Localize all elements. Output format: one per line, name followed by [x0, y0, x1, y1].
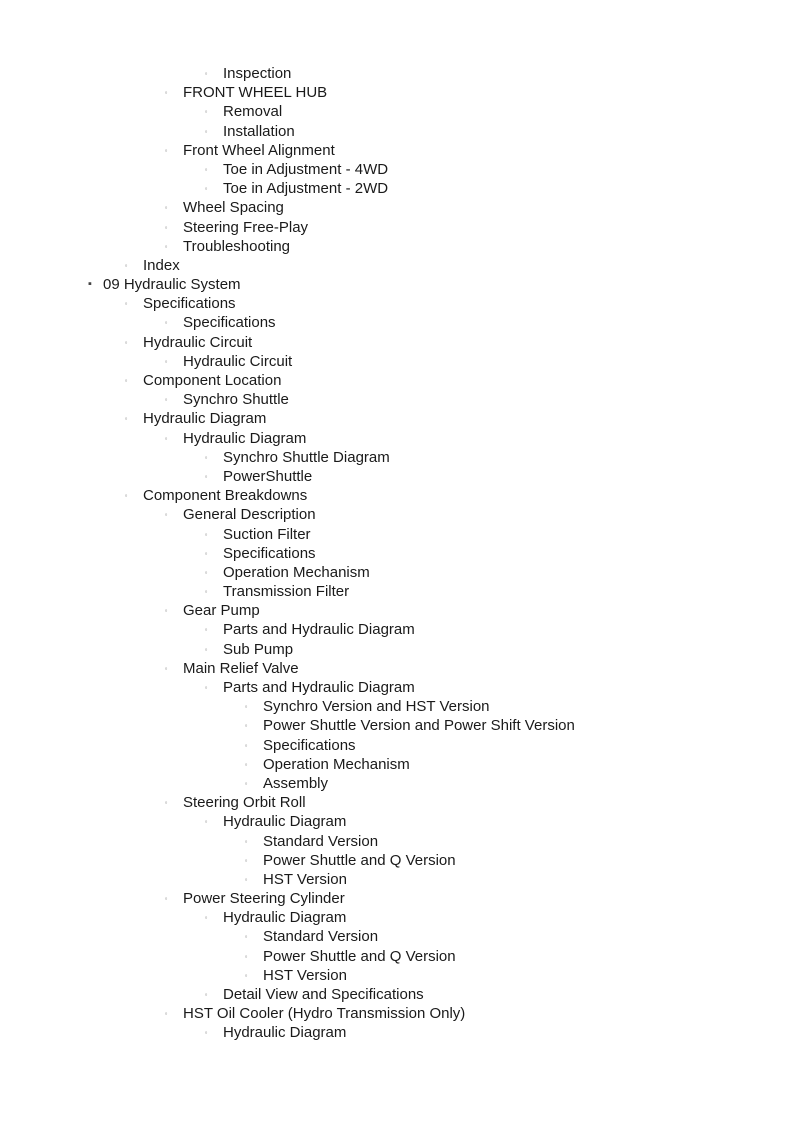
toc-item[interactable]	[0, 870, 794, 889]
toc-item-label: HST Version	[263, 966, 347, 984]
circle-bullet-icon: ◦	[164, 203, 168, 213]
toc-item-label: Component Location	[143, 372, 282, 389]
toc-item-label: Suction Filter	[223, 525, 311, 543]
toc-item-label: Gear Pump	[183, 602, 260, 620]
toc-item[interactable]	[0, 1023, 794, 1042]
toc-item[interactable]	[0, 966, 794, 985]
toc-item-label: Hydraulic Diagram	[223, 1024, 347, 1042]
toc-item-label: Power Shuttle and Q Version	[263, 947, 456, 965]
toc-item-label: Specifications	[143, 295, 236, 313]
circle-bullet-icon: ◦	[204, 164, 208, 174]
toc-item[interactable]	[0, 237, 794, 256]
circle-bullet-icon: ◦	[164, 606, 168, 616]
circle-bullet-icon: ◦	[164, 395, 168, 405]
toc-item-label: Installation	[223, 122, 295, 140]
toc-item[interactable]	[0, 141, 794, 160]
circle-bullet-icon: ◦	[244, 721, 248, 731]
toc-item[interactable]	[0, 832, 794, 851]
toc-item[interactable]	[0, 927, 794, 946]
toc-item-label: Power Shuttle and Q Version	[263, 851, 456, 869]
circle-bullet-icon: ◦	[164, 894, 168, 904]
circle-bullet-icon: ◦	[204, 69, 208, 78]
toc-item[interactable]	[0, 889, 794, 908]
toc-item[interactable]	[0, 774, 794, 793]
toc-item-label: Wheel Spacing	[183, 199, 284, 217]
toc-item[interactable]	[0, 736, 794, 755]
circle-bullet-icon: ◦	[204, 184, 208, 194]
toc-item-label: Operation Mechanism	[223, 563, 370, 581]
toc-item[interactable]	[0, 908, 794, 927]
toc-item[interactable]	[0, 544, 794, 563]
toc-item[interactable]	[0, 525, 794, 544]
circle-bullet-icon: ◦	[204, 625, 208, 635]
circle-bullet-icon: ◦	[164, 222, 168, 232]
toc-item-label: 09 Hydraulic System	[103, 276, 241, 294]
toc-item[interactable]	[0, 716, 794, 735]
circle-bullet-icon: ◦	[124, 376, 128, 385]
circle-bullet-icon: ◦	[164, 318, 168, 328]
toc-item[interactable]	[0, 697, 794, 716]
toc-item-label: Specifications	[263, 736, 356, 754]
toc-item[interactable]	[0, 160, 794, 179]
circle-bullet-icon: ◦	[244, 702, 248, 712]
circle-bullet-icon: ◦	[164, 88, 168, 98]
toc-item-label: Inspection	[223, 65, 292, 82]
toc-item[interactable]	[0, 947, 794, 966]
toc-item-label: Transmission Filter	[223, 583, 350, 601]
toc-item-label: Synchro Shuttle Diagram	[223, 448, 390, 466]
toc-item[interactable]	[0, 793, 794, 812]
toc-item[interactable]	[0, 294, 794, 313]
toc-item[interactable]	[0, 678, 794, 697]
toc-item-label: Assembly	[263, 774, 329, 792]
toc-item[interactable]	[0, 620, 794, 639]
toc-item[interactable]	[0, 275, 794, 294]
circle-bullet-icon: ◦	[164, 433, 168, 443]
toc-item-label: Specifications	[223, 544, 316, 562]
toc-item-label: Front Wheel Alignment	[183, 141, 335, 159]
toc-item[interactable]	[0, 371, 794, 390]
toc-item-label: General Description	[183, 506, 316, 524]
toc-item-label: Sub Pump	[223, 640, 294, 658]
circle-bullet-icon: ◦	[244, 855, 248, 865]
circle-bullet-icon: ◦	[204, 126, 208, 136]
circle-bullet-icon: ◦	[124, 491, 128, 501]
toc-item-label: Index	[143, 256, 180, 274]
toc-item-label: Parts and Hydraulic Diagram	[223, 679, 415, 696]
toc-item[interactable]	[0, 985, 794, 1004]
circle-bullet-icon: ◦	[204, 471, 208, 481]
toc-item[interactable]	[0, 601, 794, 620]
circle-bullet-icon: ◦	[204, 817, 208, 827]
toc-item-label: Hydraulic Diagram	[223, 813, 347, 831]
circle-bullet-icon: ◦	[204, 644, 208, 654]
toc-item-label: Operation Mechanism	[263, 755, 410, 773]
toc-item[interactable]	[0, 102, 794, 121]
toc-item-label: Troubleshooting	[183, 237, 291, 255]
toc-item-label: Parts and Hydraulic Diagram	[223, 621, 415, 639]
toc-item-label: Standard Version	[263, 928, 379, 946]
circle-bullet-icon: ◦	[204, 587, 208, 597]
toc-item[interactable]	[0, 64, 794, 83]
toc-item-label: Power Shuttle Version and Power Shift Version	[263, 717, 575, 735]
toc-item[interactable]	[0, 1004, 794, 1023]
toc-item[interactable]	[0, 640, 794, 659]
circle-bullet-icon: ◦	[244, 778, 248, 788]
circle-bullet-icon: ◦	[164, 241, 168, 251]
toc-item[interactable]	[0, 333, 794, 352]
toc-item[interactable]	[0, 198, 794, 217]
toc-item[interactable]	[0, 755, 794, 774]
circle-bullet-icon: ◦	[124, 260, 128, 270]
circle-bullet-icon: ◦	[204, 452, 208, 462]
circle-bullet-icon: ◦	[204, 107, 208, 117]
toc-item-label: FRONT WHEEL HUB	[183, 84, 328, 102]
toc-item-label: Synchro Version and HST Version	[263, 698, 490, 716]
toc-item-label: HST Oil Cooler (Hydro Transmission Only)	[183, 1005, 466, 1023]
circle-bullet-icon: ◦	[124, 299, 128, 309]
circle-bullet-icon: ◦	[244, 951, 248, 961]
toc-item[interactable]	[0, 448, 794, 467]
circle-bullet-icon: ◦	[164, 1009, 168, 1019]
toc-item-label: Hydraulic Diagram	[143, 410, 267, 428]
toc-item[interactable]	[0, 218, 794, 237]
circle-bullet-icon: ◦	[164, 663, 168, 673]
circle-bullet-icon: ◦	[204, 683, 208, 692]
toc-item[interactable]	[0, 313, 794, 332]
circle-bullet-icon: ◦	[244, 932, 248, 942]
circle-bullet-icon: ◦	[244, 970, 248, 980]
circle-bullet-icon: ◦	[244, 874, 248, 884]
toc-item[interactable]	[0, 582, 794, 601]
toc-item-label: Standard Version	[263, 832, 379, 850]
toc-item-label: Hydraulic Diagram	[183, 429, 307, 447]
toc-item[interactable]	[0, 122, 794, 141]
toc-item-label: Synchro Shuttle	[183, 391, 289, 409]
circle-bullet-icon: ◦	[164, 510, 168, 520]
toc-item-label: Toe in Adjustment - 4WD	[223, 160, 389, 178]
circle-bullet-icon: ◦	[204, 990, 208, 999]
circle-bullet-icon: ◦	[124, 337, 128, 347]
circle-bullet-icon: ◦	[244, 740, 248, 750]
toc-item[interactable]	[0, 659, 794, 678]
circle-bullet-icon: ◦	[244, 836, 248, 846]
toc-item[interactable]	[0, 812, 794, 831]
toc-item-label: Steering Orbit Roll	[183, 794, 306, 812]
toc-item-label: Removal	[223, 103, 283, 121]
circle-bullet-icon: ◦	[164, 145, 168, 155]
toc-item[interactable]	[0, 505, 794, 524]
bullet-icon: ▪	[88, 278, 92, 291]
toc-item-label: Hydraulic Diagram	[223, 909, 347, 927]
toc-item-label: Power Steering Cylinder	[183, 890, 345, 908]
toc-item[interactable]	[0, 256, 794, 275]
circle-bullet-icon: ◦	[204, 548, 208, 558]
circle-bullet-icon: ◦	[204, 1028, 208, 1038]
toc-item[interactable]	[0, 563, 794, 582]
toc-item-label: Toe in Adjustment - 2WD	[223, 180, 389, 198]
circle-bullet-icon: ◦	[204, 567, 208, 577]
circle-bullet-icon: ◦	[244, 759, 248, 769]
toc-item[interactable]	[0, 409, 794, 428]
toc-item-label: Specifications	[183, 314, 276, 332]
toc-item-label: Detail View and Specifications	[223, 986, 424, 1003]
toc-item-label: PowerShuttle	[223, 467, 313, 485]
toc-item-label: Steering Free-Play	[183, 218, 309, 236]
circle-bullet-icon: ◦	[164, 798, 168, 808]
circle-bullet-icon: ◦	[204, 529, 208, 539]
toc-item[interactable]	[0, 83, 794, 102]
toc-item-label: HST Version	[263, 870, 347, 888]
toc-item[interactable]	[0, 429, 794, 448]
circle-bullet-icon: ◦	[204, 913, 208, 923]
toc-item-label: Component Breakdowns	[143, 487, 308, 505]
toc-item-label: Hydraulic Circuit	[143, 333, 253, 351]
toc-item-label: Hydraulic Circuit	[183, 352, 293, 370]
toc-item[interactable]	[0, 486, 794, 505]
toc-item[interactable]	[0, 390, 794, 409]
circle-bullet-icon: ◦	[124, 414, 128, 424]
circle-bullet-icon: ◦	[164, 356, 168, 366]
toc-item[interactable]	[0, 467, 794, 486]
toc-item-label: Main Relief Valve	[183, 659, 299, 677]
toc-item[interactable]	[0, 352, 794, 371]
table-of-contents	[0, 64, 794, 1043]
toc-item[interactable]	[0, 851, 794, 870]
toc-item[interactable]	[0, 179, 794, 198]
